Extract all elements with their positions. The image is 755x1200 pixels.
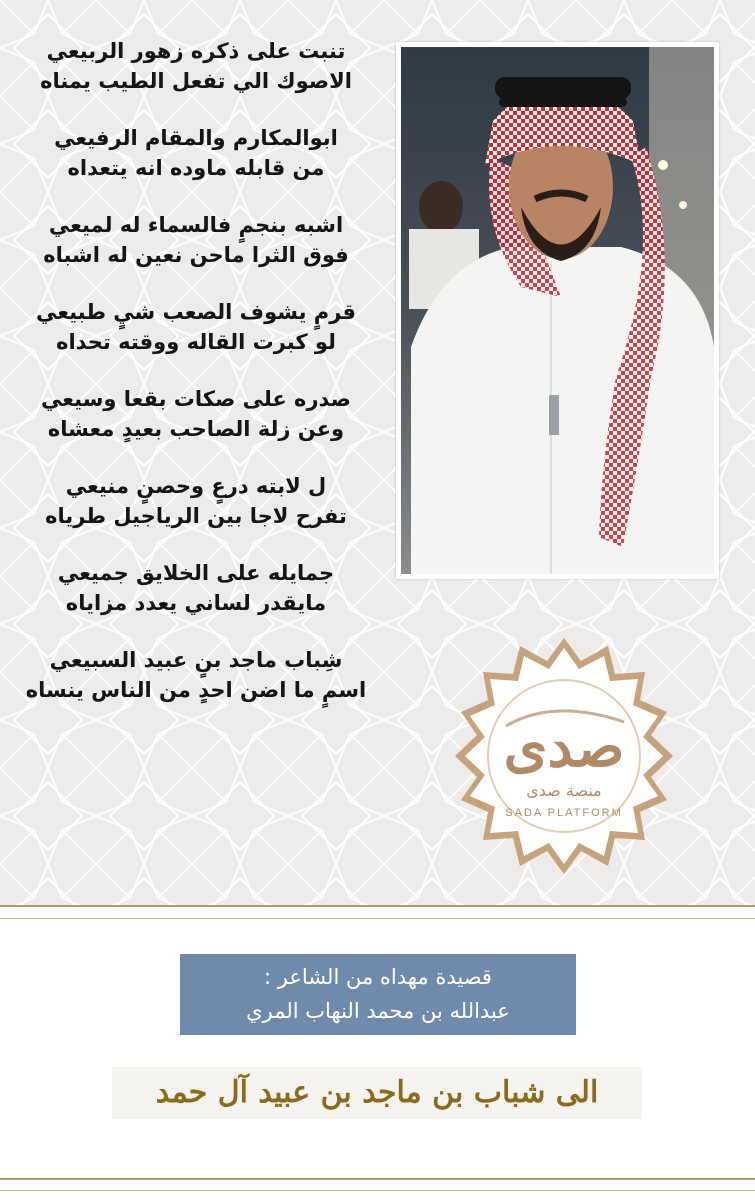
poem-line: تنبت على ذكره زهور الربيعي (46, 39, 346, 63)
portrait-photo (401, 47, 714, 574)
logo-name-ar: منصة صدى (526, 781, 602, 800)
divider-top-thin (0, 918, 755, 919)
divider-bottom-thin (0, 1190, 755, 1191)
dedication-poet-name: عبدالله بن محمد النهاب المري (246, 999, 510, 1023)
divider-top (0, 905, 755, 907)
poem-text (0, 36, 392, 732)
poem-line: وعن زلة الصاحب بعيدٍ معشاه (47, 417, 345, 441)
poem-line: جمايله على الخلايق جميعي (57, 561, 335, 585)
poem-line: لو كبرت القاله ووقته تحداه (56, 330, 336, 354)
poem-stanza-6 (0, 471, 392, 531)
poem-line: قرمٍ يشوف الصعب شيٍ طبيعي (35, 300, 357, 324)
poem-line: ل لابته درعٍ وحصنٍ منيعي (65, 474, 327, 498)
poem-line: شِباب ماجد بنٍ عبيد السبيعي (49, 648, 343, 672)
poem-stanza-7 (0, 558, 392, 618)
logo-name-en: SADA PLATFORM (505, 807, 623, 819)
poem-line: اشبه بنجمٍ فالسماء له لميعي (48, 213, 344, 237)
poem-line: صدره على صكات بقعا وسيعي (41, 387, 351, 411)
dedication-line-1: قصيدة مهداه من الشاعر : (264, 965, 492, 989)
poem-stanza-4 (0, 297, 392, 357)
poem-line: مايقدر لساني يعدد مزاياه (65, 591, 327, 615)
recipient-banner: الى شباب بن ماجد بن عبيد آل حمد (112, 1067, 642, 1119)
poem-line: الاصوك الي تفعل الطيب يمناه (40, 69, 352, 93)
poem-line: فوق الثرا ماحن نعين له اشباه (43, 243, 349, 267)
poem-line: من قابله ماوده انه يتعداه (67, 156, 325, 180)
poem-stanza-3 (0, 210, 392, 270)
poem-stanza-2 (0, 123, 392, 183)
portrait-frame (396, 42, 719, 579)
divider-bottom (0, 1178, 755, 1180)
poem-line: اسمٍ ما اضن احدٍ من الناس ينساه (25, 678, 367, 702)
logo-wordmark: صدى (503, 714, 625, 780)
poem-line: ابوالمكارم والمقام الرفيعي (54, 126, 338, 150)
sada-platform-logo (444, 636, 684, 876)
poem-stanza-5 (0, 384, 392, 444)
poem-stanza-1 (0, 36, 392, 96)
dedication-box (180, 954, 576, 1035)
poem-line: تفرح لاجا بين الرياجيل طرياه (45, 504, 347, 528)
poem-stanza-8 (0, 645, 392, 705)
